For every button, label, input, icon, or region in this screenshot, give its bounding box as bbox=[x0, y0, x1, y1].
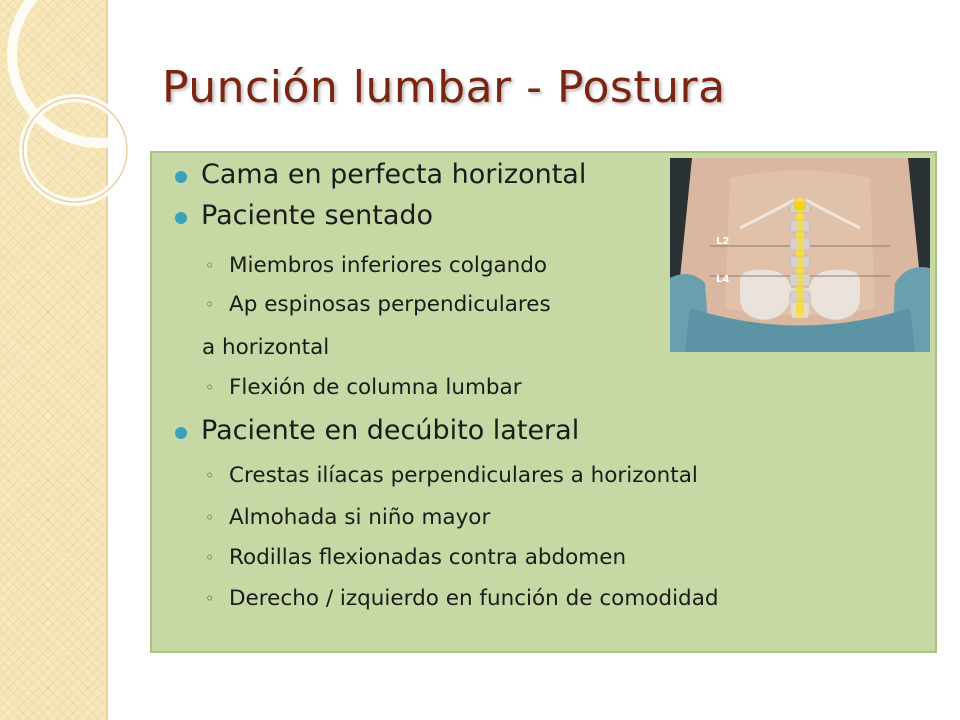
bullet-dot-icon bbox=[175, 427, 187, 439]
sub-bullet-item bbox=[205, 375, 522, 400]
lumbar-spine-illustration bbox=[670, 158, 930, 352]
sub-bullet-item bbox=[205, 505, 491, 530]
bullet-text: Rodillas flexionadas contra abdomen bbox=[229, 545, 627, 570]
bullet-item bbox=[201, 200, 433, 231]
bullet-text: Miembros inferiores colgando bbox=[229, 253, 548, 278]
decorative-circles bbox=[0, 0, 170, 260]
slide-title: Punción lumbar - Postura bbox=[162, 62, 726, 113]
sub-bullet-circle-icon: ◦ bbox=[205, 256, 215, 275]
bullet-dot-icon bbox=[175, 212, 187, 224]
vertebra-label-l4: L4 bbox=[716, 274, 730, 285]
bullet-text: Flexión de columna lumbar bbox=[229, 375, 522, 400]
sub-bullet-item bbox=[205, 463, 698, 488]
bullet-text: a horizontal bbox=[202, 335, 330, 360]
bullet-text: Derecho / izquierdo en función de comodidad bbox=[229, 586, 719, 611]
bullet-text: Almohada si niño mayor bbox=[229, 505, 491, 530]
deco-circle-outline bbox=[23, 98, 127, 202]
sub-bullet-circle-icon: ◦ bbox=[205, 589, 215, 608]
bullet-text: Paciente sentado bbox=[201, 200, 434, 231]
bullet-text: Ap espinosas perpendiculares bbox=[229, 292, 551, 317]
bullet-text: Paciente en decúbito lateral bbox=[201, 415, 580, 446]
bullet-text: Crestas ilíacas perpendiculares a horizontal bbox=[229, 463, 698, 488]
bullet-continuation bbox=[202, 335, 329, 360]
sub-bullet-item bbox=[205, 292, 551, 317]
vertebra-label-l2: L2 bbox=[716, 236, 730, 247]
lumbar-spine-photo bbox=[670, 158, 930, 352]
sub-bullet-circle-icon: ◦ bbox=[205, 548, 215, 567]
sub-bullet-item bbox=[205, 545, 627, 570]
bullet-item bbox=[201, 159, 586, 190]
bullet-item bbox=[201, 415, 579, 446]
bullet-dot-icon bbox=[175, 171, 187, 183]
sub-bullet-circle-icon: ◦ bbox=[205, 466, 215, 485]
sub-bullet-item bbox=[205, 253, 548, 278]
sub-bullet-circle-icon: ◦ bbox=[205, 378, 215, 397]
bullet-text: Cama en perfecta horizontal bbox=[201, 159, 587, 190]
sub-bullet-circle-icon: ◦ bbox=[205, 295, 215, 314]
sub-bullet-circle-icon: ◦ bbox=[205, 508, 215, 527]
sub-bullet-item bbox=[205, 586, 719, 611]
